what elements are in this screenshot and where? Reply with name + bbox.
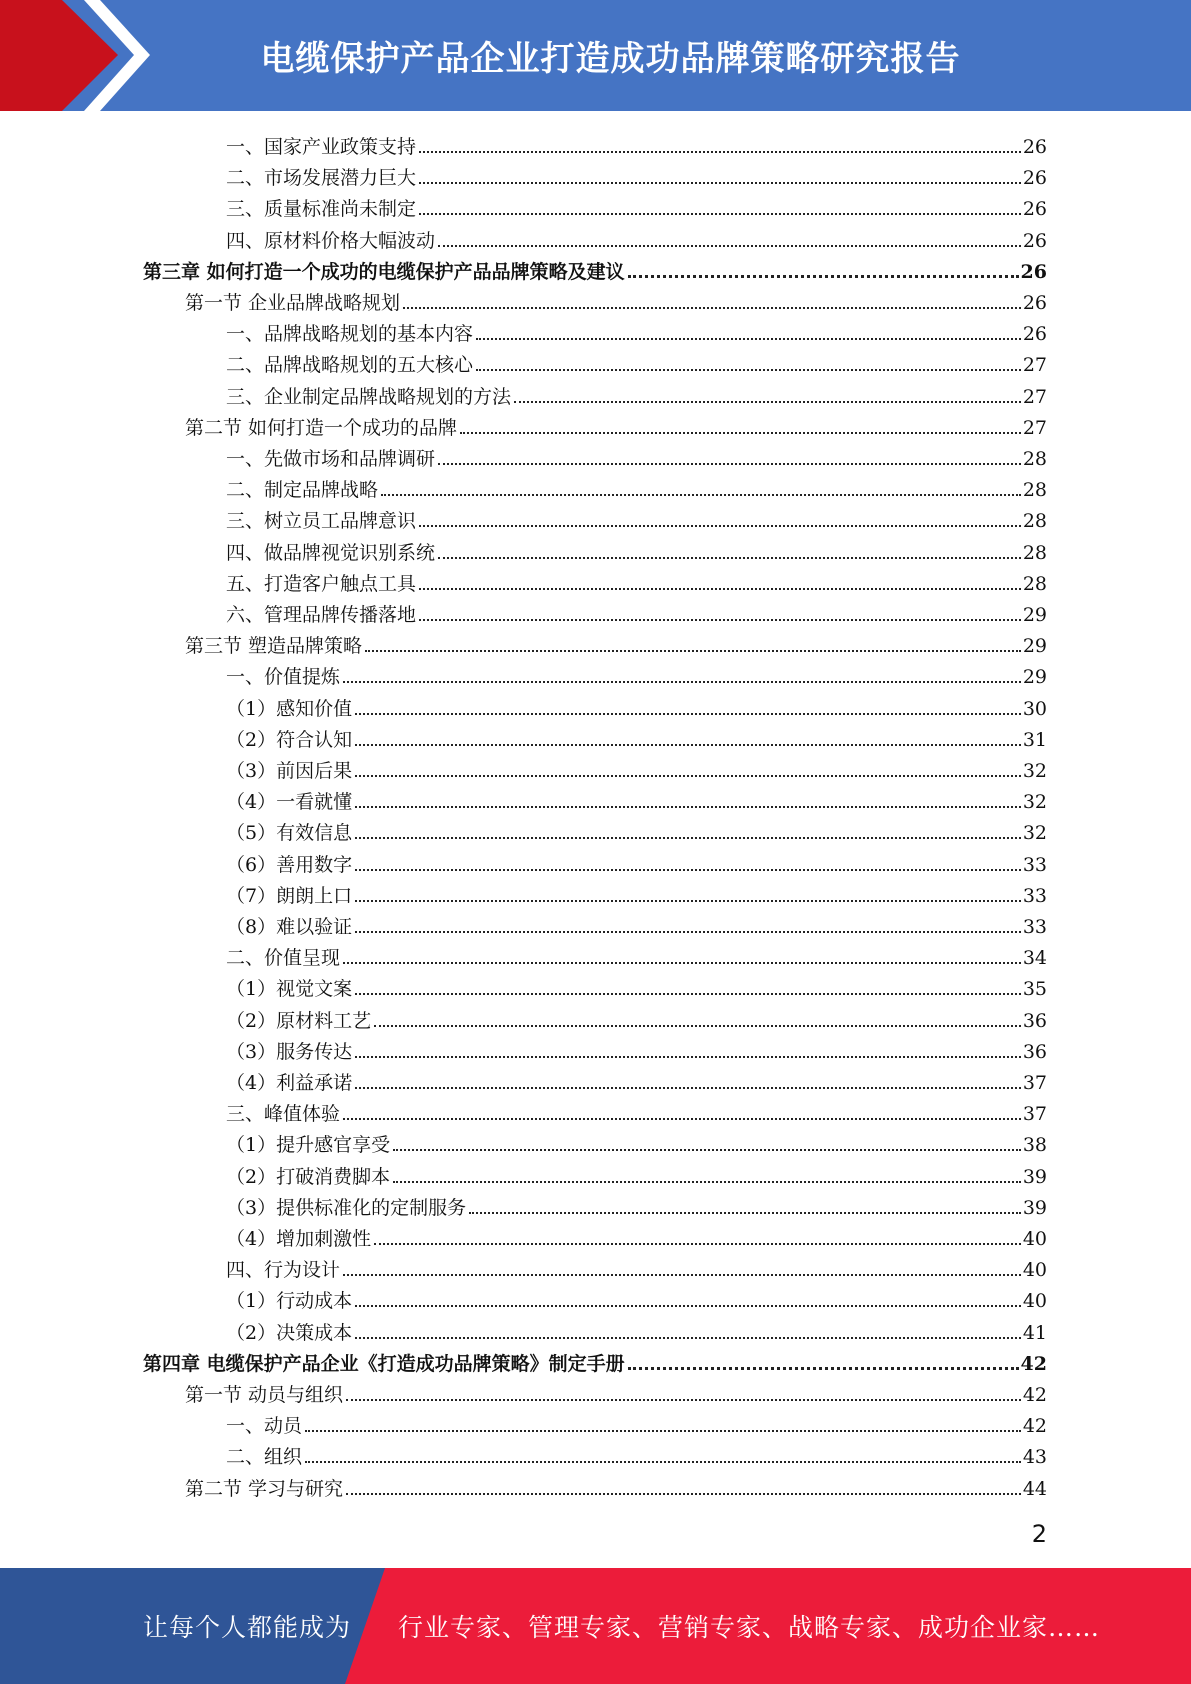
toc-entry-page: 40 xyxy=(1022,1290,1047,1313)
toc-dot-leader xyxy=(355,775,1021,777)
toc-entry-title: （2）决策成本 xyxy=(226,1321,353,1344)
toc-entry-title: （4）增加刺激性 xyxy=(226,1228,372,1250)
toc-entry-page: 27 xyxy=(1022,416,1047,439)
toc-entry-title: 三、质量标准尚未制定 xyxy=(226,198,417,221)
toc-entry-page: 28 xyxy=(1022,448,1047,470)
toc-dot-leader xyxy=(419,213,1021,215)
toc-dot-leader xyxy=(355,744,1021,746)
toc-entry[interactable] xyxy=(226,1001,1047,1032)
toc-dot-leader xyxy=(343,1274,1021,1276)
toc-dot-leader xyxy=(355,837,1021,839)
toc-section-entry[interactable] xyxy=(185,408,1047,439)
toc-entry-title: （7）朗朗上口 xyxy=(226,884,353,907)
toc-entry-page: 36 xyxy=(1022,1009,1047,1032)
toc-entry-page: 28 xyxy=(1022,541,1047,564)
toc-entry-page: 40 xyxy=(1022,1228,1047,1250)
toc-entry[interactable] xyxy=(226,439,1047,470)
toc-entry-title: 第一节 企业品牌战略规划 xyxy=(185,292,401,314)
toc-entry-title: （3）服务传达 xyxy=(226,1040,353,1063)
toc-entry-title: 第二节 学习与研究 xyxy=(185,1477,344,1500)
toc-entry-page: 33 xyxy=(1022,916,1047,938)
toc-entry-title: （1）行动成本 xyxy=(226,1290,353,1313)
toc-entry[interactable] xyxy=(226,1125,1047,1156)
toc-entry-page: 26 xyxy=(1022,292,1047,314)
toc-dot-leader xyxy=(355,869,1021,871)
toc-entry-page: 32 xyxy=(1022,760,1047,782)
toc-entry-page: 33 xyxy=(1022,884,1047,907)
toc-section-entry[interactable] xyxy=(185,1375,1047,1406)
toc-entry[interactable] xyxy=(226,1250,1047,1281)
toc-dot-leader xyxy=(355,1056,1021,1058)
toc-entry-title: 一、国家产业政策支持 xyxy=(226,136,417,158)
toc-dot-leader xyxy=(393,1149,1021,1151)
toc-entry-page: 37 xyxy=(1022,1103,1047,1126)
toc-dot-leader xyxy=(628,1367,1019,1370)
toc-dot-leader xyxy=(305,1430,1021,1432)
toc-entry-page: 26 xyxy=(1022,136,1047,158)
toc-dot-leader xyxy=(355,806,1021,808)
toc-dot-leader xyxy=(438,463,1021,465)
toc-entry-page: 26 xyxy=(1022,198,1047,221)
toc-entry-page: 41 xyxy=(1022,1321,1047,1344)
toc-entry-page: 43 xyxy=(1022,1446,1047,1469)
toc-entry-page: 42 xyxy=(1022,1415,1047,1438)
toc-entry-page: 26 xyxy=(1020,260,1047,283)
toc-entry-title: 六、管理品牌传播落地 xyxy=(226,604,417,626)
toc-entry-title: （6）善用数字 xyxy=(226,853,353,876)
toc-entry-title: （2）打破消费脚本 xyxy=(226,1165,391,1188)
toc-dot-leader xyxy=(355,931,1021,933)
toc-entry-title: 二、组织 xyxy=(226,1446,303,1469)
report-title: 电缆保护产品企业打造成功品牌策略研究报告 xyxy=(260,39,961,79)
toc-dot-leader xyxy=(355,993,1021,995)
toc-entry-title: 四、行为设计 xyxy=(226,1259,341,1282)
toc-entry-title: 三、树立员工品牌意识 xyxy=(226,510,417,533)
toc-entry-page: 30 xyxy=(1022,697,1047,720)
toc-entry[interactable] xyxy=(226,158,1047,189)
toc-dot-leader xyxy=(403,307,1021,309)
toc-entry[interactable] xyxy=(226,533,1047,564)
page-footer xyxy=(0,1568,1191,1684)
toc-entry-title: （4）利益承诺 xyxy=(226,1072,353,1094)
toc-entry-page: 35 xyxy=(1022,978,1047,1001)
toc-entry-title: 第三章 如何打造一个成功的电缆保护产品品牌策略及建议 xyxy=(143,260,625,283)
toc-entry-title: （2）原材料工艺 xyxy=(226,1009,372,1032)
toc-entry[interactable] xyxy=(226,876,1047,907)
toc-entry-title: 一、先做市场和品牌调研 xyxy=(226,448,436,470)
toc-chapter-entry[interactable] xyxy=(143,1344,1047,1375)
toc-section-entry[interactable] xyxy=(185,626,1047,657)
toc-section-entry[interactable] xyxy=(185,283,1047,314)
toc-entry[interactable] xyxy=(226,595,1047,626)
toc-entry-page: 34 xyxy=(1022,947,1047,970)
toc-entry-title: （2）符合认知 xyxy=(226,728,353,751)
toc-entry-title: （1）视觉文案 xyxy=(226,978,353,1001)
toc-entry-page: 40 xyxy=(1022,1259,1047,1282)
toc-entry-title: 四、做品牌视觉识别系统 xyxy=(226,541,436,564)
toc-entry[interactable] xyxy=(226,689,1047,720)
toc-dot-leader xyxy=(514,401,1021,403)
toc-entry-title: 第三节 塑造品牌策略 xyxy=(185,635,363,658)
toc-entry[interactable] xyxy=(226,1219,1047,1250)
toc-dot-leader xyxy=(469,1212,1021,1214)
toc-entry-title: 二、价值呈现 xyxy=(226,947,341,970)
toc-entry-title: 一、价值提炼 xyxy=(226,666,341,689)
toc-entry[interactable] xyxy=(226,751,1047,782)
toc-dot-leader xyxy=(438,557,1021,559)
toc-entry-title: 第一节 动员与组织 xyxy=(185,1384,344,1406)
toc-dot-leader xyxy=(365,650,1021,652)
toc-entry-title: 二、品牌战略规划的五大核心 xyxy=(226,354,474,377)
toc-dot-leader xyxy=(419,588,1021,590)
toc-entry-page: 27 xyxy=(1022,385,1047,408)
toc-entry-title: （8）难以验证 xyxy=(226,916,353,938)
toc-entry-page: 28 xyxy=(1022,572,1047,595)
toc-entry[interactable] xyxy=(226,501,1047,532)
toc-entry-page: 42 xyxy=(1020,1352,1047,1375)
toc-entry-title: 二、制定品牌战略 xyxy=(226,479,379,502)
toc-entry[interactable] xyxy=(226,314,1047,345)
toc-section-entry[interactable] xyxy=(185,1469,1047,1500)
toc-dot-leader xyxy=(374,1025,1021,1027)
toc-entry-title: 四、原材料价格大幅波动 xyxy=(226,229,436,252)
toc-dot-leader xyxy=(343,962,1021,964)
toc-dot-leader xyxy=(355,1087,1021,1089)
toc-entry[interactable] xyxy=(226,1406,1047,1437)
toc-dot-leader xyxy=(419,151,1021,153)
toc-entry[interactable] xyxy=(226,969,1047,1000)
toc-dot-leader xyxy=(476,369,1021,371)
toc-entry[interactable] xyxy=(226,470,1047,501)
toc-entry-page: 29 xyxy=(1022,635,1047,658)
toc-entry-page: 28 xyxy=(1022,510,1047,533)
toc-entry-title: 第四章 电缆保护产品企业《打造成功品牌策略》制定手册 xyxy=(143,1352,625,1375)
toc-entry-title: 三、企业制定品牌战略规划的方法 xyxy=(226,385,512,408)
toc-entry[interactable] xyxy=(226,1313,1047,1344)
page-number: 2 xyxy=(1031,1520,1047,1548)
toc-entry[interactable] xyxy=(226,1094,1047,1125)
toc-entry[interactable] xyxy=(226,907,1047,938)
toc-entry-title: （3）前因后果 xyxy=(226,760,353,782)
toc-entry-page: 36 xyxy=(1022,1040,1047,1063)
toc-entry[interactable] xyxy=(226,720,1047,751)
toc-dot-leader xyxy=(419,619,1021,621)
toc-entry[interactable] xyxy=(226,377,1047,408)
toc-entry[interactable] xyxy=(226,657,1047,688)
toc-entry[interactable] xyxy=(226,189,1047,220)
toc-entry-page: 28 xyxy=(1022,479,1047,502)
toc-entry-title: （5）有效信息 xyxy=(226,822,353,845)
toc-entry-page: 42 xyxy=(1022,1384,1047,1406)
toc-dot-leader xyxy=(346,1399,1021,1401)
toc-dot-leader xyxy=(343,1118,1021,1120)
toc-entry-title: 三、峰值体验 xyxy=(226,1103,341,1126)
header-arrow-decoration xyxy=(0,0,150,111)
toc-dot-leader xyxy=(460,432,1021,434)
toc-entry[interactable] xyxy=(226,564,1047,595)
toc-entry[interactable] xyxy=(226,1437,1047,1468)
toc-entry[interactable] xyxy=(226,845,1047,876)
toc-entry-title: （1）感知价值 xyxy=(226,697,353,720)
toc-dot-leader xyxy=(419,525,1021,527)
toc-dot-leader xyxy=(355,713,1021,715)
toc-entry[interactable] xyxy=(226,1032,1047,1063)
toc-entry[interactable] xyxy=(226,1188,1047,1219)
toc-dot-leader xyxy=(419,182,1021,184)
toc-entry-page: 26 xyxy=(1022,323,1047,346)
toc-entry-page: 27 xyxy=(1022,354,1047,377)
toc-dot-leader xyxy=(346,1493,1021,1495)
toc-entry-page: 39 xyxy=(1022,1165,1047,1188)
toc-dot-leader xyxy=(476,338,1021,340)
toc-entry[interactable] xyxy=(226,938,1047,969)
toc-entry[interactable] xyxy=(226,1281,1047,1312)
toc-entry-title: （3）提供标准化的定制服务 xyxy=(226,1196,467,1219)
toc-dot-leader xyxy=(355,900,1021,902)
toc-entry-page: 37 xyxy=(1022,1072,1047,1094)
toc-entry-title: 五、打造客户触点工具 xyxy=(226,572,417,595)
toc-entry-title: 一、动员 xyxy=(226,1415,303,1438)
toc-entry-title: 二、市场发展潜力巨大 xyxy=(226,167,417,190)
toc-dot-leader xyxy=(438,245,1021,247)
footer-slogan-left: 让每个人都能成为 xyxy=(143,1613,352,1642)
toc-entry-title: 第二节 如何打造一个成功的品牌 xyxy=(185,416,458,439)
toc-dot-leader xyxy=(381,494,1021,496)
toc-dot-leader xyxy=(305,1461,1021,1463)
toc-entry-page: 32 xyxy=(1022,791,1047,814)
toc-entry[interactable] xyxy=(226,221,1047,252)
page-header xyxy=(0,0,1191,111)
toc-entry[interactable] xyxy=(226,345,1047,376)
toc-entry-page: 29 xyxy=(1022,666,1047,689)
toc-entry-title: （1）提升感官享受 xyxy=(226,1134,391,1157)
toc-entry-title: （4）一看就懂 xyxy=(226,791,353,814)
toc-entry-page: 44 xyxy=(1022,1477,1047,1500)
toc-entry[interactable] xyxy=(226,1157,1047,1188)
toc-entry-page: 32 xyxy=(1022,822,1047,845)
toc-dot-leader xyxy=(628,275,1019,278)
toc-entry-page: 26 xyxy=(1022,229,1047,252)
toc-entry[interactable] xyxy=(226,782,1047,813)
toc-entry-page: 29 xyxy=(1022,604,1047,626)
toc-entry[interactable] xyxy=(226,813,1047,844)
toc-dot-leader xyxy=(374,1243,1021,1245)
toc-entry-page: 26 xyxy=(1022,167,1047,190)
toc-entry-page: 39 xyxy=(1022,1196,1047,1219)
footer-slogan-right: 行业专家、管理专家、营销专家、战略专家、成功企业家…… xyxy=(398,1613,1101,1642)
toc-dot-leader xyxy=(355,1305,1021,1307)
toc-entry-page: 38 xyxy=(1022,1134,1047,1157)
toc-entry-title: 一、品牌战略规划的基本内容 xyxy=(226,323,474,346)
toc-entry-page: 33 xyxy=(1022,853,1047,876)
toc-entry[interactable] xyxy=(226,1063,1047,1094)
toc-chapter-entry[interactable] xyxy=(143,252,1047,283)
toc-entry-page: 31 xyxy=(1022,728,1047,751)
toc-dot-leader xyxy=(343,681,1021,683)
toc-dot-leader xyxy=(393,1181,1021,1183)
toc-dot-leader xyxy=(355,1337,1021,1339)
toc-entry[interactable] xyxy=(226,127,1047,158)
